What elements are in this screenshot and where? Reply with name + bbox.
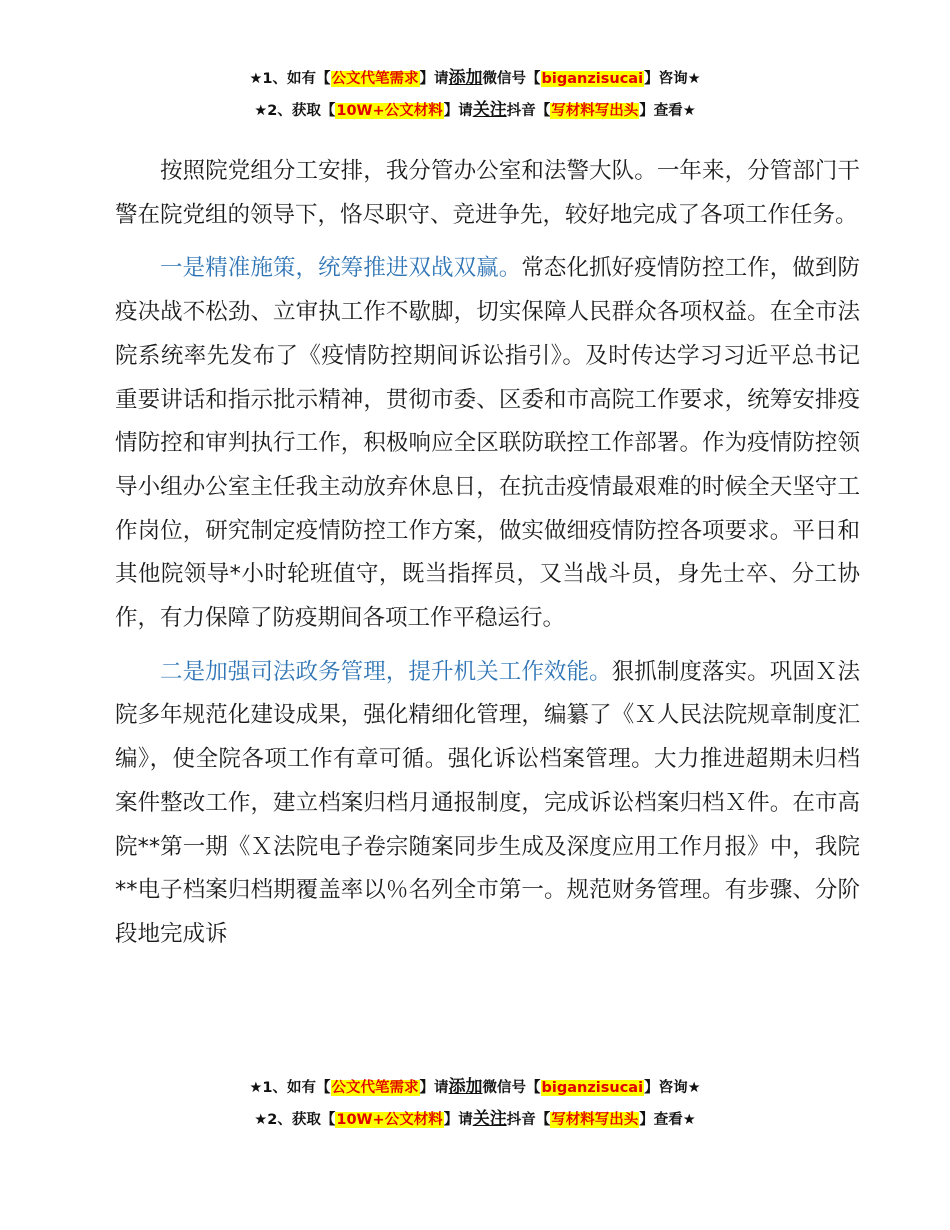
- highlight-ghostwriting: 公文代笔需求: [331, 1080, 419, 1096]
- promo-text: 2、获取【: [267, 103, 336, 119]
- promo-text: 2、获取【: [267, 1112, 336, 1128]
- promo-banner-top: [0, 66, 950, 122]
- promo-text: 】请: [419, 1080, 449, 1096]
- section-2-heading: 二是加强司法政务管理，提升机关工作效能。: [160, 658, 612, 685]
- promo-text: 1、如有【: [262, 71, 331, 87]
- star-icon: ★: [682, 1112, 696, 1128]
- emphasis-follow: 关注: [472, 1109, 507, 1129]
- promo-line-1: [0, 66, 950, 90]
- promo-text: 抖音【: [506, 103, 551, 119]
- star-icon: ★: [687, 71, 701, 87]
- paragraph-intro: 按照院党组分工安排，我分管办公室和法警大队。一年来，分管部门干警在院党组的领导下，恪尽职守、竞进争先，较好地完成了各项工作任务。: [115, 158, 860, 228]
- promo-text: 】请: [419, 71, 449, 87]
- highlight-douyin-account: 写材料写出头: [551, 1112, 639, 1128]
- star-icon: ★: [249, 71, 263, 87]
- star-icon: ★: [254, 1112, 268, 1128]
- promo-text: 微信号【: [482, 1080, 541, 1096]
- emphasis-follow: 关注: [472, 100, 507, 120]
- paragraph-section-1: [115, 247, 860, 640]
- promo-text: 】请: [443, 103, 473, 119]
- section-2-text: 狠抓制度落实。巩固Ｘ法院多年规范化建设成果，强化精细化管理，编纂了《Ｘ人民法院规章制度汇编》，使全院各项工作有章可循。强化诉讼档案管理。大力推进超期未归档案件整改工作，建立档案归档月通报制度，完成诉讼档案归档Ｘ件。在市高院**第一期《Ｘ法院电子卷宗随案同步生成及深度应用工作月报》中，我院**电子档案归档期覆盖率以％名列全市第一。规范财务管理。有步骤、分阶段地完成诉: [115, 658, 860, 947]
- star-icon: ★: [254, 103, 268, 119]
- promo-text: 1、如有【: [262, 1080, 331, 1096]
- highlight-materials: 10W+公文材料: [336, 1112, 443, 1128]
- section-1-heading: 一是精准施策，统筹推进双战双赢。: [160, 255, 522, 282]
- star-icon: ★: [249, 1080, 263, 1096]
- promo-text: 】咨询: [644, 1080, 688, 1096]
- promo-text: 抖音【: [506, 1112, 551, 1128]
- highlight-wechat-id: biganzisucai: [541, 71, 644, 87]
- promo-text: 】查看: [639, 103, 683, 119]
- highlight-materials: 10W+公文材料: [336, 103, 443, 119]
- promo-text: 微信号【: [482, 71, 541, 87]
- promo-line-2: [0, 98, 950, 122]
- promo-line-2: [0, 1107, 950, 1131]
- star-icon: ★: [682, 103, 696, 119]
- promo-text: 】请: [443, 1112, 473, 1128]
- promo-line-1: [0, 1075, 950, 1099]
- document-body: [115, 150, 860, 957]
- star-icon: ★: [687, 1080, 701, 1096]
- paragraph-section-2: [115, 651, 860, 957]
- emphasis-add: 添加: [448, 68, 483, 88]
- emphasis-add: 添加: [448, 1077, 483, 1097]
- promo-text: 】咨询: [644, 71, 688, 87]
- section-1-text: 常态化抓好疫情防控工作，做到防疫决战不松劲、立审执工作不歇脚，切实保障人民群众各项权益。在全市法院系统率先发布了《疫情防控期间诉讼指引》。及时传达学习习近平总书记重要讲话和指示批示精神，贯彻市委、区委和市高院工作要求，统筹安排疫情防控和审判执行工作，积极响应全区联防联控工作部署。作为疫情防控领导小组办公室主任我主动放弃休息日，在抗击疫情最艰难的时候全天坚守工作岗位，研究制定疫情防控工作方案，做实做细疫情防控各项要求。平日和其他院领导*小时轮班值守，既当指挥员，又当战斗员，身先士卒、分工协作，有力保障了防疫期间各项工作平稳运行。: [115, 255, 860, 632]
- promo-banner-bottom: [0, 1075, 950, 1131]
- highlight-wechat-id: biganzisucai: [541, 1080, 644, 1096]
- highlight-douyin-account: 写材料写出头: [551, 103, 639, 119]
- promo-text: 】查看: [639, 1112, 683, 1128]
- highlight-ghostwriting: 公文代笔需求: [331, 71, 419, 87]
